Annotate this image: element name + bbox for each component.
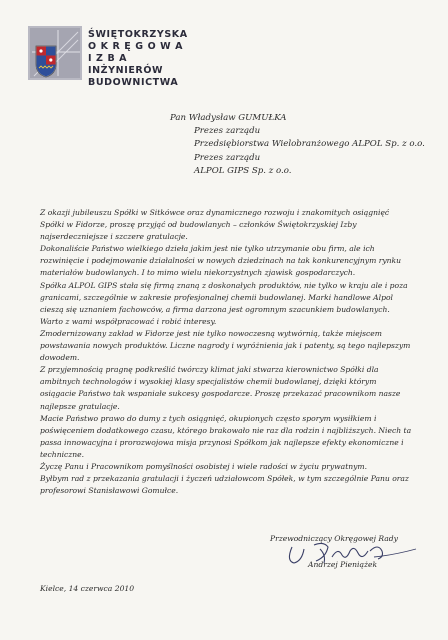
body-paragraph: Życzę Panu i Pracownikom pomyślności osobistej i wiele radości w życiu prywatnym.	[40, 461, 368, 471]
addressee-name: Pan Władysław GUMUŁKA	[170, 113, 287, 123]
body-paragraph: Zmodernizowany zakład w Fidorze jest nie tylko nowoczesną wytwórnią, także miejscem powstawania nowych produktów. Liczne nagrody i wyróżnienia jak i patenty, są tego najlepszym dowodem.	[40, 328, 411, 363]
body-paragraph: Spółka ALPOL GIPS stała się firmą znaną z doskonałych produktów, nie tylko w kraju ale i poza granicami, szczególnie w zakresie profesjonalnej chemii budowlanej. Marki handlowe Alpol cieszą się uznaniem fachowców, a firma darzona jest ogromnym szacunkiem budowlanych. Warto z wami współpracować i robić interesy.	[40, 280, 408, 326]
body-paragraph: Z przyjemnością pragnę podkreślić twórczy klimat jaki stwarza kierownictwo Spółki dla ambitnych technologów i wysokiej klasy specjalistów chemii budowlanej, dzięki którym osiągacie Państwo tak wspaniałe sukcesy gospodarcze. Proszę przekazać pracownikom nasze najlepsze gratulacje.	[40, 365, 401, 411]
letterhead	[28, 26, 218, 88]
letter-body	[40, 207, 412, 497]
addressee-block	[170, 112, 425, 178]
body-paragraph: Macie Państwo prawo do dumy z tych osiągnięć, okupionych często sporym wysiłkiem i poświęceniem dodatkowego czasu, którego brakowało nie raz dla rodzin i najbliższych. Niech ta passa innowacyjna i prorozwojowa misja przynosi Spółkom jak najlepsze efekty ekonomiczne i techniczne.	[40, 413, 412, 459]
addressee-title-2: Prezes zarządu	[194, 152, 261, 163]
body-paragraph: Byłbym rad z przekazania gratulacji i życzeń udziałowcom Spółek, w tym szczególnie Panu oraz profesorowi Stanisławowi Gomułce.	[40, 474, 409, 496]
signature-block	[270, 533, 430, 569]
signer-name: Andrzej Pieniążek	[308, 560, 378, 569]
addressee-title: Prezes zarządu	[194, 126, 261, 137]
body-paragraph: Dokonaliście Państwo wielkiego dzieła jakim jest nie tylko utrzymanie obu firm, ale ich rozwinięcie i podejmowanie działalności w nowych dziedzinach na tak konkurencyjnym rynku materiałów budowlanych. I to mimo wielu niekorzystnych zjawisk gospodarczych.	[40, 244, 402, 278]
addressee-company: Przedsiębiorstwa Wielobranżowego ALPOL Sp. z o.o.	[194, 139, 425, 150]
addressee-company-2: ALPOL GIPS Sp. z o.o.	[194, 165, 292, 176]
place-date: Kielce, 14 czerwca 2010	[40, 584, 135, 593]
signer-role: Przewodniczący Okręgowej Rady	[270, 534, 398, 543]
chamber-logo-icon	[28, 26, 82, 80]
body-paragraph: Z okazji jubileuszu Spółki w Sitkówce oraz dynamicznego rozwoju i znakomitych osiągnięć Spółki w Fidorze, proszę przyjąć od budowlanych – członków Świętokrzyskiej Izby najserdeczniejsze i szczere gratulacje.	[40, 208, 390, 242]
organization-name: ŚWIĘTOKRZYSKA O K R Ę G O W A I Z B A INŻYNIERÓW BUDOWNICTWA	[88, 29, 188, 88]
